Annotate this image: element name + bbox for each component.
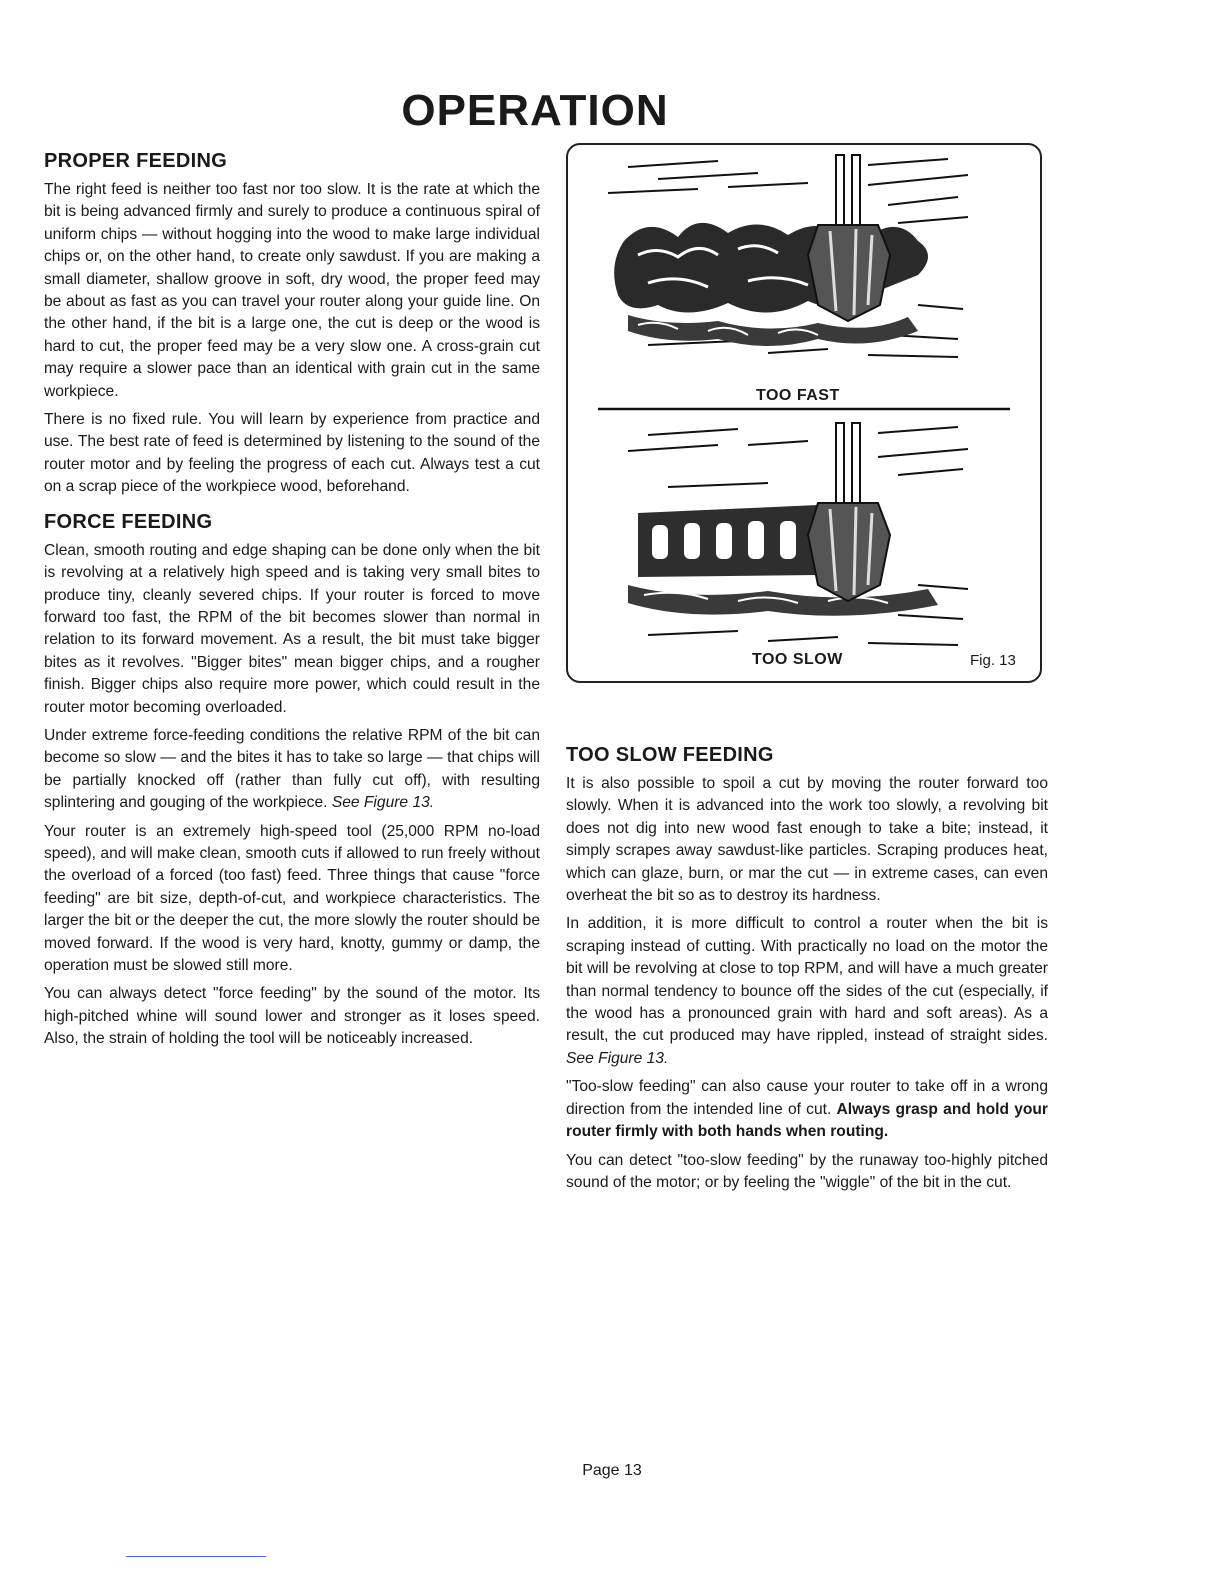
- force-feeding-paragraph-2-text: Under extreme force-feeding conditions the relative RPM of the bit can become so slow — and the bites it has to take so large — that chips will be partially knocked off (rather than fully cut off), with resulting splintering and gouging of the workpiece.: [44, 726, 540, 812]
- too-slow-bit: [808, 503, 890, 601]
- too-slow-feeding-heading: TOO SLOW FEEDING: [566, 744, 774, 766]
- proper-feeding-paragraph-1: The right feed is neither too fast nor too slow. It is the rate at which the bit is being advanced firmly and surely to produce a continuous spiral of uniform chips — without hogging into the wood to make large individual chips or, on the other hand, to create only sawdust. If you are making a small diameter, shallow groove in soft, dry wood, the proper feed may be about as fast as you can travel your router along your guide line. On the other hand, if the bit is a large one, the cut is deep or the wood is hard to cut, the proper feed may be a very slow one. A cross-grain cut may require a slower pace than an identical with grain cut in the same workpiece.: [44, 181, 540, 400]
- figure-reference: See Figure 13.: [331, 794, 435, 812]
- right-column: [566, 744, 1048, 1200]
- too-slow-paragraph-2: [566, 913, 1048, 1070]
- too-slow-paragraph-2-text: In addition, it is more difficult to control a router when the bit is scraping instead of cutting. With practically no load on the motor the bit will be revolving at close to top RPM, and will have a much greater than normal tendency to bounce off the sides of the cut (especially, if the wood has a pronounced grain with hard and soft areas). As a result, the cut produced may have rippled, instead of straight sides.: [566, 915, 1048, 1045]
- figure-13: [566, 143, 1042, 683]
- too-slow-paragraph-3: [566, 1076, 1048, 1143]
- force-feeding-paragraph-4: You can always detect "force feeding" by the sound of the motor. Its high-pitched whine will sound lower and stronger as it loses speed. Also, the strain of holding the tool will be noticeably increased.: [44, 985, 540, 1048]
- proper-feeding-heading: PROPER FEEDING: [44, 150, 228, 172]
- figure-reference: See Figure 13.: [566, 1049, 669, 1067]
- force-feeding-paragraph-1: Clean, smooth routing and edge shaping can be done only when the bit is revolving at a relatively high speed and is taking very small bites to produce tiny, cleanly severed chips. If your router is forced to move forward too fast, the RPM of the bit becomes slower than normal in relation to its forward movement. As a result, the bit must take bigger bites as it revolves. "Bigger bites" mean bigger chips, and a rougher finish. Bigger chips also require more power, which could result in the router motor becoming overloaded.: [44, 541, 540, 716]
- too-slow-wood: [628, 505, 938, 616]
- bottom-rule: [126, 1556, 266, 1557]
- too-fast-caption: TOO FAST: [756, 387, 840, 404]
- page-title: OPERATION: [401, 86, 669, 135]
- router-bit-illustration: [568, 145, 1040, 681]
- too-fast-bit: [808, 225, 890, 321]
- page-number: Page 13: [582, 1462, 642, 1479]
- force-feeding-heading: FORCE FEEDING: [44, 510, 213, 533]
- force-feeding-paragraph-3: Your router is an extremely high-speed tool (25,000 RPM no-load speed), and will make clean, smooth cuts if allowed to run freely without the overload of a forced (too fast) feed. Three things that cause "force feeding" are bit size, depth-of-cut, and workpiece characteristics. The larger the bit or the deeper the cut, the more slowly the router should be moved forward. If the wood is very hard, knotty, gummy or damp, the operation must be slowed still more.: [44, 822, 540, 974]
- force-feeding-paragraph-2: [44, 725, 540, 815]
- safety-warning: Always grasp and hold your router firmly with both hands when routing.: [566, 1100, 1048, 1141]
- too-slow-paragraph-1: It is also possible to spoil a cut by moving the router forward too slowly. When it is advanced into the work too slowly, a revolving bit does not dig into new wood fast enough to take a bite; instead, it simply scrapes away sawdust-like particles. Scraping produces heat, which can glaze, burn, or mar the cut — in extreme cases, can even overheat the bit so as to destroy its hardness.: [566, 775, 1048, 905]
- too-slow-paragraph-4: You can detect "too-slow feeding" by the runaway too-highly pitched sound of the motor; or by feeling the "wiggle" of the bit in the cut.: [566, 1151, 1048, 1191]
- figure-number: Fig. 13: [970, 652, 1016, 669]
- too-slow-paragraph-3-text: "Too-slow feeding" can also cause your router to take off in a wrong direction from the intended line of cut.: [566, 1078, 1048, 1118]
- proper-feeding-paragraph-2: There is no fixed rule. You will learn by experience from practice and use. The best rate of feed is determined by listening to the sound of the router motor and by feeling the progress of each cut. Always test a cut on a scrap piece of the workpiece wood, beforehand.: [44, 411, 540, 496]
- too-slow-caption: TOO SLOW: [752, 651, 843, 668]
- left-column: [44, 150, 540, 1057]
